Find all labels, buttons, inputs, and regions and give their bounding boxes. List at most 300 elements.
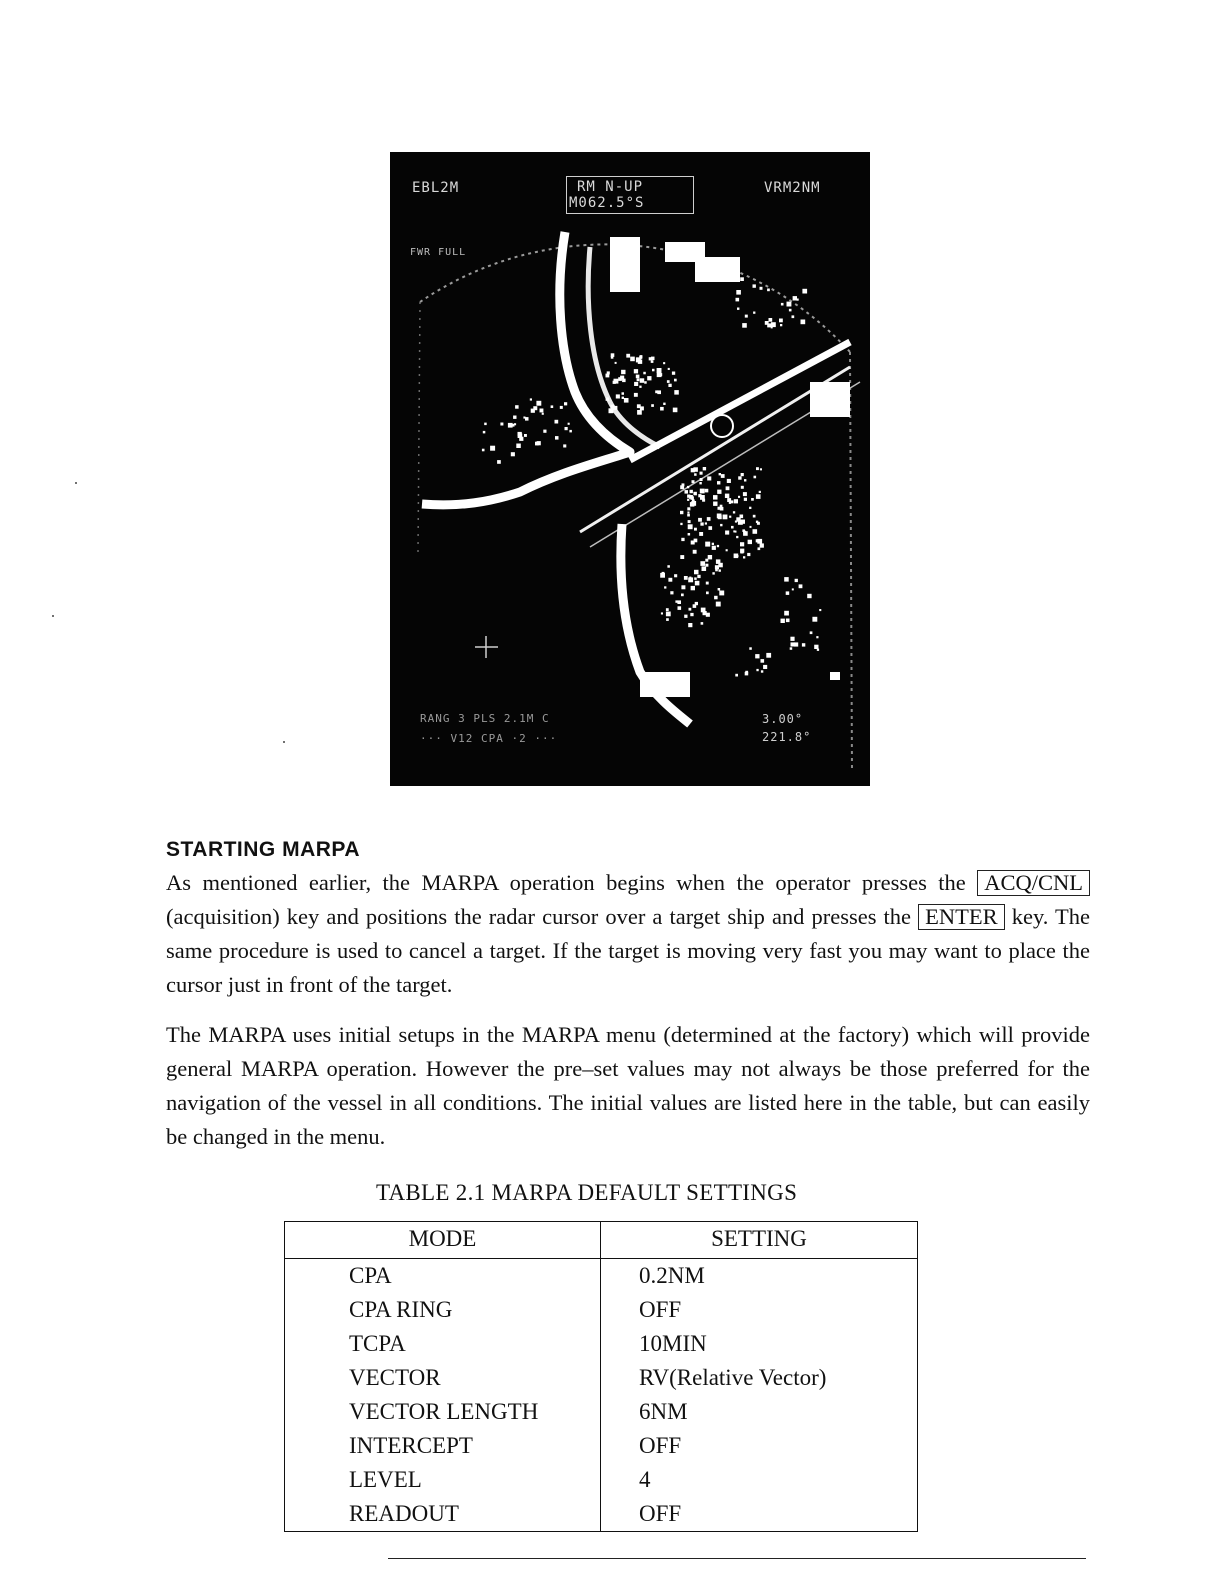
radar-echo-dot <box>661 612 663 614</box>
radar-echo-dot <box>754 476 757 479</box>
radar-echo-dot <box>792 588 794 590</box>
radar-echo-dot <box>705 559 708 562</box>
radar-echo-dot <box>670 591 673 594</box>
radar-echo-dot <box>766 653 771 658</box>
radar-echo-dot <box>613 381 616 384</box>
radar-echo-dot <box>622 397 624 399</box>
radar-echo-dot <box>678 606 682 610</box>
radar-echo-dot <box>763 665 767 669</box>
table-row <box>285 1327 917 1361</box>
radar-echo-dot <box>484 423 487 426</box>
radar-echo-dot <box>668 368 670 370</box>
radar-echo-dot <box>508 423 513 428</box>
fwd-label: FWR FULL <box>410 247 467 258</box>
radar-echo-dot <box>688 533 691 536</box>
enter-key: ENTER <box>918 904 1005 930</box>
radar-echo-dot <box>693 604 697 608</box>
radar-echo-dot <box>667 565 670 568</box>
radar-echo-dot <box>719 591 724 596</box>
radar-echo-dot <box>816 636 818 638</box>
radar-echo-dot <box>792 315 795 318</box>
radar-echo-dot <box>511 452 515 456</box>
radar-echo-dot <box>726 549 728 551</box>
radar-echo-dot <box>681 585 685 589</box>
radar-echo-dot <box>634 369 638 373</box>
radar-echo-dot <box>718 588 721 591</box>
table-cell-setting: 6NM <box>639 1399 688 1424</box>
radar-echo-dot <box>717 490 721 494</box>
table-cell-setting: 4 <box>639 1467 651 1492</box>
radar-echo-dot <box>497 460 501 464</box>
radar-echo-dot <box>717 481 720 484</box>
radar-echo-dot <box>518 432 522 436</box>
radar-echo-dot <box>700 472 703 475</box>
radar-echo-dot <box>555 420 559 424</box>
radar-echo-dot <box>638 360 642 364</box>
radar-echo-dot <box>636 375 640 379</box>
acq-cnl-key: ACQ/CNL <box>977 870 1090 896</box>
radar-echo-dot <box>692 499 695 502</box>
radar-echo-dot <box>621 370 625 374</box>
radar-echo-dot <box>769 318 773 322</box>
radar-echo-dot <box>688 623 692 627</box>
radar-echo-dot <box>743 531 748 536</box>
table-cell-mode: CPA <box>285 1259 601 1293</box>
radar-echo-dot <box>756 669 758 671</box>
radar-echo-dot <box>699 532 703 536</box>
radar-echo-dot <box>693 550 697 554</box>
radar-echo-dot <box>741 486 744 489</box>
radar-echo-dot <box>687 499 689 501</box>
radar-echo-dot <box>701 608 706 613</box>
radar-echo-dot <box>643 372 646 375</box>
table-cell-mode: CPA RING <box>285 1293 601 1327</box>
radar-echo-dot <box>784 577 789 582</box>
radar-echo-dot <box>715 565 719 569</box>
radar-echo-dot <box>745 315 748 318</box>
section-heading: STARTING MARPA <box>166 838 361 861</box>
radar-echo-dot <box>737 555 739 557</box>
radar-echo-dot <box>812 617 817 622</box>
radar-echo-dot <box>705 542 710 547</box>
radar-echo-dot <box>662 572 665 575</box>
radar-echo-dot <box>748 540 752 544</box>
radar-echo-dot <box>674 574 677 577</box>
radar-echo-dot <box>767 323 771 327</box>
radar-echo-dot <box>565 427 568 430</box>
radar-echo-dot <box>790 647 793 650</box>
radar-echo-dot <box>714 596 718 600</box>
radar-echo-dot <box>611 356 614 359</box>
radar-echo-dot <box>742 323 747 328</box>
radar-echo-dot <box>734 499 738 503</box>
radar-echo-dot <box>713 502 717 506</box>
radar-echo-dot <box>701 622 704 625</box>
radar-echo-dot <box>801 320 806 325</box>
radar-echo-dot <box>666 612 671 617</box>
radar-echo-dot <box>690 490 693 493</box>
radar-echo-dot <box>749 507 751 509</box>
radar-echo-dot <box>564 402 567 405</box>
radar-echo-dot <box>513 416 516 419</box>
radar-echo-dot <box>758 547 761 550</box>
scan-speck <box>52 615 54 617</box>
radar-echo-dot <box>680 511 683 514</box>
radar-echo-dot <box>663 362 665 364</box>
radar-echo-dot <box>767 289 770 292</box>
radar-echo-dot <box>691 468 695 472</box>
radar-echo-dot <box>684 576 688 580</box>
radar-echo-dot <box>757 539 762 544</box>
radar-echo-dot <box>651 404 654 407</box>
mode-line-2: M062.5°S <box>569 195 645 211</box>
radar-screen-image <box>390 152 870 786</box>
radar-echo-dot <box>700 561 705 566</box>
radar-echo-dot <box>706 582 709 585</box>
radar-echo-dot <box>761 670 763 672</box>
radar-echo-dot <box>819 609 821 611</box>
radar-echo-dot <box>793 296 797 300</box>
radar-echo-dot <box>691 541 695 545</box>
radar-echo-dot <box>719 569 721 571</box>
radar-echo-dot <box>731 526 734 529</box>
radar-echo-dot <box>736 298 740 302</box>
radar-echo-dot <box>637 378 640 381</box>
radar-echo-dot <box>726 486 730 490</box>
mode-indicator-box <box>566 176 694 214</box>
radar-echo-dot <box>721 474 725 478</box>
radar-echo-dot <box>723 515 728 520</box>
radar-echo-dot <box>760 468 762 470</box>
table-row <box>285 1497 917 1531</box>
radar-echo-dot <box>747 553 750 556</box>
radar-echo-dot <box>680 555 684 559</box>
radar-echo-dot <box>716 602 721 607</box>
table-cell-mode: INTERCEPT <box>285 1429 601 1463</box>
radar-echo-dot <box>705 564 708 567</box>
radar-echo-dot <box>687 514 690 517</box>
radar-echo-dot <box>482 449 485 452</box>
table-row <box>285 1429 917 1463</box>
radar-echo-dot <box>712 546 716 550</box>
radar-echo-dot <box>761 659 765 663</box>
radar-echo-dot <box>702 566 707 571</box>
radar-echo-dot <box>666 608 669 611</box>
status-row-2: ··· V12 CPA ·2 ··· <box>420 732 558 745</box>
radar-echo-dot <box>807 594 811 598</box>
radar-echo-dot <box>727 479 731 483</box>
radar-echo-dot <box>660 407 664 411</box>
radar-echo-dot <box>530 398 532 400</box>
marpa-default-settings-table <box>284 1221 918 1532</box>
radar-echo-dot <box>718 507 721 510</box>
radar-echo-dot <box>713 495 718 500</box>
radar-echo-dot <box>630 357 635 362</box>
radar-echo-dot <box>741 473 744 476</box>
radar-echo-dot <box>729 516 731 518</box>
radar-echo-dot <box>524 434 527 437</box>
radar-echo-dot <box>672 372 675 375</box>
radar-echo-dot <box>741 520 745 524</box>
radar-echo-dot <box>733 511 735 513</box>
table-cell-setting: OFF <box>639 1433 682 1458</box>
radar-echo-dot <box>781 303 784 306</box>
radar-echo-dot <box>515 405 519 409</box>
radar-echo-dot <box>744 498 747 501</box>
radar-echo-dot <box>689 577 691 579</box>
mode-line-1: RM N-UP <box>577 179 644 195</box>
radar-echo-dot <box>540 409 544 413</box>
radar-echo-dot <box>516 444 521 449</box>
radar-echo-dot <box>787 302 792 307</box>
vrm-label: VRM2NM <box>764 180 821 196</box>
radar-echo-dot <box>689 608 692 611</box>
radar-echo-dot <box>755 654 759 658</box>
paragraph-default-setups: The MARPA uses initial setups in the MARPA menu (determined at the factory) which will provide general MARPA operation. However the pre–set values may not always be those preferred for the navigation of the vessel in all conditions. The initial values are listed here in the table, but can easily be changed in the menu. <box>166 1022 1090 1149</box>
radar-echo-dot <box>606 397 609 400</box>
radar-echo-dot <box>802 289 807 294</box>
radar-echo-dot <box>760 287 763 290</box>
radar-echo-dot <box>789 309 792 312</box>
table-row <box>285 1293 917 1327</box>
radar-echo-dot <box>687 486 689 488</box>
radar-echo-dot <box>615 362 617 364</box>
radar-echo-dot <box>719 473 721 475</box>
radar-echo-dot <box>483 431 486 434</box>
scan-speck <box>283 741 285 743</box>
radar-echo-dot <box>694 473 697 476</box>
readout-value-2: 221.8° <box>762 730 812 744</box>
radar-echo-dot <box>684 615 687 618</box>
radar-echo-dot <box>727 498 731 502</box>
radar-echo-dot <box>745 672 749 676</box>
radar-echo-dot <box>677 600 681 604</box>
radar-echo-dot <box>674 390 679 395</box>
radar-echo-dot <box>555 436 559 440</box>
radar-echo-dot <box>786 619 790 623</box>
radar-echo-dot <box>738 496 740 498</box>
radar-echo-dot <box>781 619 785 623</box>
radar-echo-dot <box>760 543 764 547</box>
radar-echo-dot <box>780 324 782 326</box>
radar-echo-dot <box>525 417 529 421</box>
radar-echo-dot <box>743 556 745 558</box>
table-row <box>285 1395 917 1429</box>
radar-echo-dot <box>784 611 789 616</box>
radar-echo-dot <box>687 512 689 514</box>
radar-echo-dot <box>790 637 794 641</box>
radar-echo-dot <box>737 308 739 310</box>
radar-echo-dot <box>667 380 670 383</box>
radar-echo-dot <box>651 360 654 363</box>
radar-echo-dot <box>622 392 625 395</box>
radar-echo-dot <box>657 368 662 373</box>
radar-echo-dot <box>673 408 678 413</box>
radar-echo-dot <box>740 277 744 281</box>
radar-echo-dot <box>795 579 798 582</box>
radar-echo-dot <box>791 642 795 646</box>
radar-echo-dot <box>680 523 682 525</box>
scan-speck <box>75 482 77 484</box>
radar-echo-dot <box>759 491 761 493</box>
radar-echo-dot <box>707 517 711 521</box>
radar-echo-dot <box>536 401 541 406</box>
radar-echo-dot <box>706 592 709 595</box>
radar-echo-dot <box>688 520 691 523</box>
radar-echo-dot <box>725 531 729 535</box>
radar-echo-dot <box>716 559 721 564</box>
radar-echo-dot <box>655 390 658 393</box>
radar-echo-dot <box>700 478 703 481</box>
radar-echo-dot <box>668 384 671 387</box>
radar-echo-dot <box>688 524 693 529</box>
radar-echo-dot <box>703 467 706 470</box>
radar-echo-dot <box>666 618 669 621</box>
radar-echo-dot <box>694 577 697 580</box>
radar-echo-dot <box>531 409 535 413</box>
radar-echo-dot <box>690 613 693 616</box>
radar-echo-dot <box>733 530 735 532</box>
radar-echo-dot <box>718 515 722 519</box>
radar-echo-dot <box>542 413 544 415</box>
radar-echo-dot <box>743 492 747 496</box>
radar-echo-dot <box>744 479 746 481</box>
radar-echo-dot <box>756 521 758 523</box>
radar-echo-dot <box>725 494 729 498</box>
radar-echo-dot <box>514 423 516 425</box>
radar-echo-dot <box>690 495 693 498</box>
table-row <box>285 1463 917 1497</box>
table-header-mode: MODE <box>285 1222 601 1258</box>
radar-echo-dot <box>736 536 738 538</box>
radar-echo-dot <box>613 406 617 410</box>
radar-echo-dot <box>712 572 714 574</box>
table-cell-mode: READOUT <box>285 1497 601 1531</box>
radar-echo-dot <box>626 354 630 358</box>
paragraph-text: key. The same procedure is used to cancel a target. If the target is moving very fast you may want to place the cursor just in front of the target. <box>166 904 1090 997</box>
radar-echo-dot <box>756 467 759 470</box>
table-cell-mode: VECTOR <box>285 1361 601 1395</box>
radar-echo-dot <box>736 290 741 295</box>
table-cell-mode: VECTOR LENGTH <box>285 1395 601 1429</box>
radar-echo-dot <box>756 494 761 499</box>
radar-echo-dot <box>500 423 503 426</box>
table-cell-mode: TCPA <box>285 1327 601 1361</box>
radar-echo-dot <box>687 507 690 510</box>
radar-echo-dot <box>640 406 644 410</box>
paragraph-text: (acquisition) key and positions the radar cursor over a target ship and presses the <box>166 904 912 929</box>
radar-echo-dot <box>519 437 523 441</box>
radar-echo-dot <box>700 489 705 494</box>
radar-echo-dot <box>606 374 610 378</box>
radar-echo-dot <box>700 522 703 525</box>
radar-echo-dot <box>568 423 570 425</box>
table-cell-setting: 0.2NM <box>639 1263 705 1288</box>
radar-echo-dot <box>694 528 697 531</box>
readout-value-1: 3.00° <box>762 712 804 726</box>
table-cell-setting: OFF <box>639 1501 682 1526</box>
radar-echo-dot <box>674 379 677 382</box>
radar-echo-dot <box>698 518 702 522</box>
radar-echo-dot <box>640 378 645 383</box>
radar-echo-dot <box>699 482 701 484</box>
radar-echo-dot <box>569 430 572 433</box>
radar-echo-dot <box>749 647 752 650</box>
radar-echo-dot <box>664 586 666 588</box>
radar-echo-dot <box>700 495 705 500</box>
table-cell-mode: LEVEL <box>285 1463 601 1497</box>
radar-echo-dot <box>753 284 756 287</box>
radar-echo-dot <box>740 549 744 553</box>
radar-echo-dot <box>751 498 754 501</box>
radar-echo-dot <box>707 476 711 480</box>
radar-echo-dot <box>771 322 776 327</box>
radar-echo-dot <box>560 406 563 409</box>
radar-echo-dot <box>753 529 758 534</box>
radar-echo-dot <box>738 476 741 479</box>
radar-echo-dot <box>652 369 655 372</box>
table-row <box>285 1361 917 1395</box>
radar-echo-dot <box>634 393 638 397</box>
radar-echo-dot <box>680 485 684 489</box>
radar-echo-dot <box>647 376 651 380</box>
radar-echo-dot <box>611 408 614 411</box>
radar-echo-dot <box>523 417 525 419</box>
radar-echo-dot <box>639 386 641 388</box>
radar-echo-dot <box>695 581 700 586</box>
table-header-setting: SETTING <box>711 1226 807 1251</box>
radar-echo-dot <box>694 570 699 575</box>
radar-echo-dot <box>624 398 629 403</box>
radar-echo-dot <box>814 645 818 649</box>
paragraph-starting-marpa <box>166 866 1090 1002</box>
table-caption: TABLE 2.1 MARPA DEFAULT SETTINGS <box>376 1180 798 1205</box>
radar-echo-dot <box>692 480 695 483</box>
radar-echo-dot <box>663 403 665 405</box>
radar-echo-dot <box>681 594 684 597</box>
radar-echo-dot <box>717 545 719 547</box>
radar-echo-dot <box>740 542 744 546</box>
radar-echo-dot <box>685 490 689 494</box>
radar-echo-dot <box>705 522 707 524</box>
radar-echo-dot <box>693 492 697 496</box>
radar-echo-dot <box>708 555 712 559</box>
radar-echo-dot <box>551 405 554 408</box>
radar-echo-dot <box>543 430 546 433</box>
radar-echo-dot <box>620 376 624 380</box>
radar-echo-dot <box>708 526 712 530</box>
radar-echo-dot <box>750 526 752 528</box>
radar-echo-dot <box>799 584 803 588</box>
radar-echo-dot <box>786 591 790 595</box>
table-header-row <box>285 1222 917 1259</box>
radar-echo-dot <box>649 357 652 360</box>
radar-echo-dot <box>644 381 647 384</box>
table-row <box>285 1259 917 1293</box>
bottom-rule <box>388 1558 1086 1559</box>
radar-echo-dot <box>735 674 738 677</box>
radar-echo-dot <box>794 642 798 646</box>
radar-echo-dot <box>753 515 756 518</box>
radar-echo-dot <box>810 631 813 634</box>
radar-echo-dot <box>675 600 677 602</box>
radar-echo-dot <box>697 575 700 578</box>
radar-echo-dot <box>753 312 755 314</box>
radar-echo-dot <box>639 356 642 359</box>
radar-echo-dot <box>802 643 805 646</box>
radar-echo-dot <box>657 372 662 377</box>
paragraph-text: As mentioned earlier, the MARPA operation begins when the operator presses the <box>166 870 966 895</box>
